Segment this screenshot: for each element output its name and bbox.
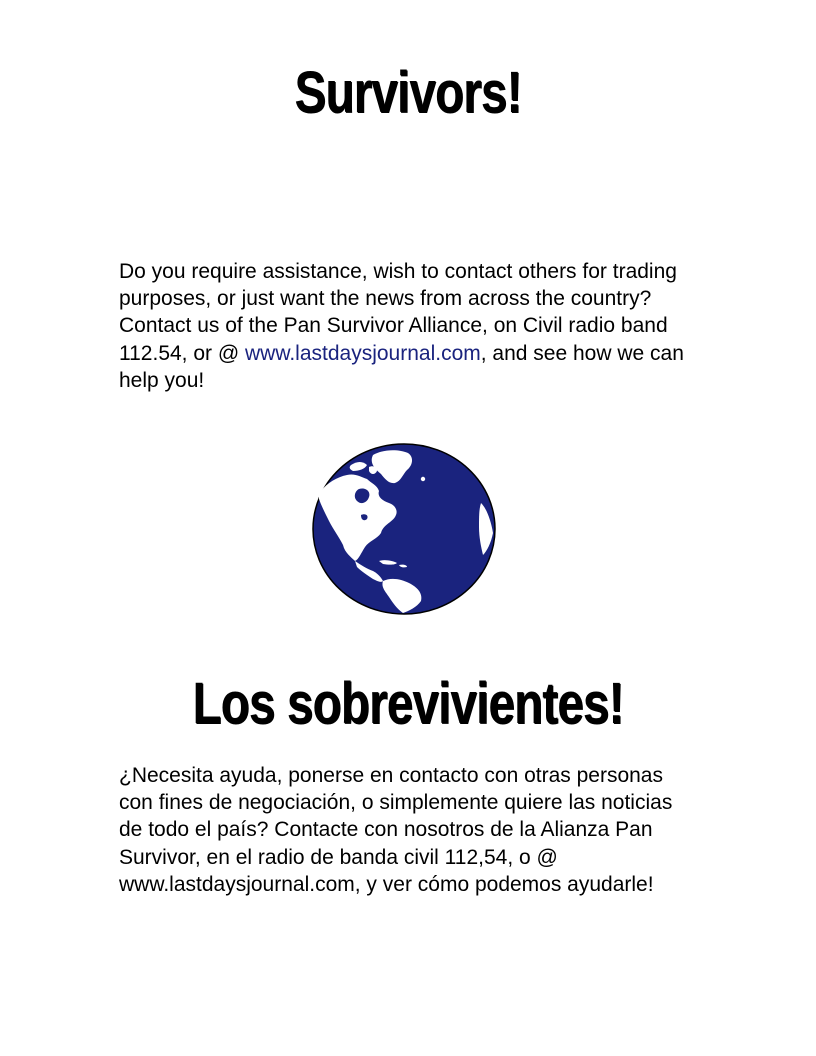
page-title-spanish: Los sobrevivientes! bbox=[192, 671, 624, 736]
website-link[interactable]: www.lastdaysjournal.com bbox=[245, 341, 481, 365]
english-paragraph bbox=[119, 258, 694, 394]
page-title-english: Survivors! bbox=[294, 60, 522, 125]
spanish-paragraph: ¿Necesita ayuda, ponerse en contacto con otras personas con fines de negociación, o simplemente quiere las noticias de todo el país? Contacte con nosotros de la Alianza Pan Survivor, en el radio de banda civil 112,54, o @ www.lastdaysjournal.com, y ver cómo podemos ayudarle! bbox=[119, 764, 673, 896]
globe-icon bbox=[311, 443, 497, 615]
globe-iceland bbox=[421, 477, 425, 481]
english-paragraph-text-start: Do you require assistance, wish to contact others for trading purposes, or just want the news from across the country? Contact us of the Pan Survivor Alliance, on Civil radio band 112.54, or @ bbox=[119, 260, 677, 365]
english-paragraph-text-end: , and see how we can help you! bbox=[119, 341, 684, 392]
